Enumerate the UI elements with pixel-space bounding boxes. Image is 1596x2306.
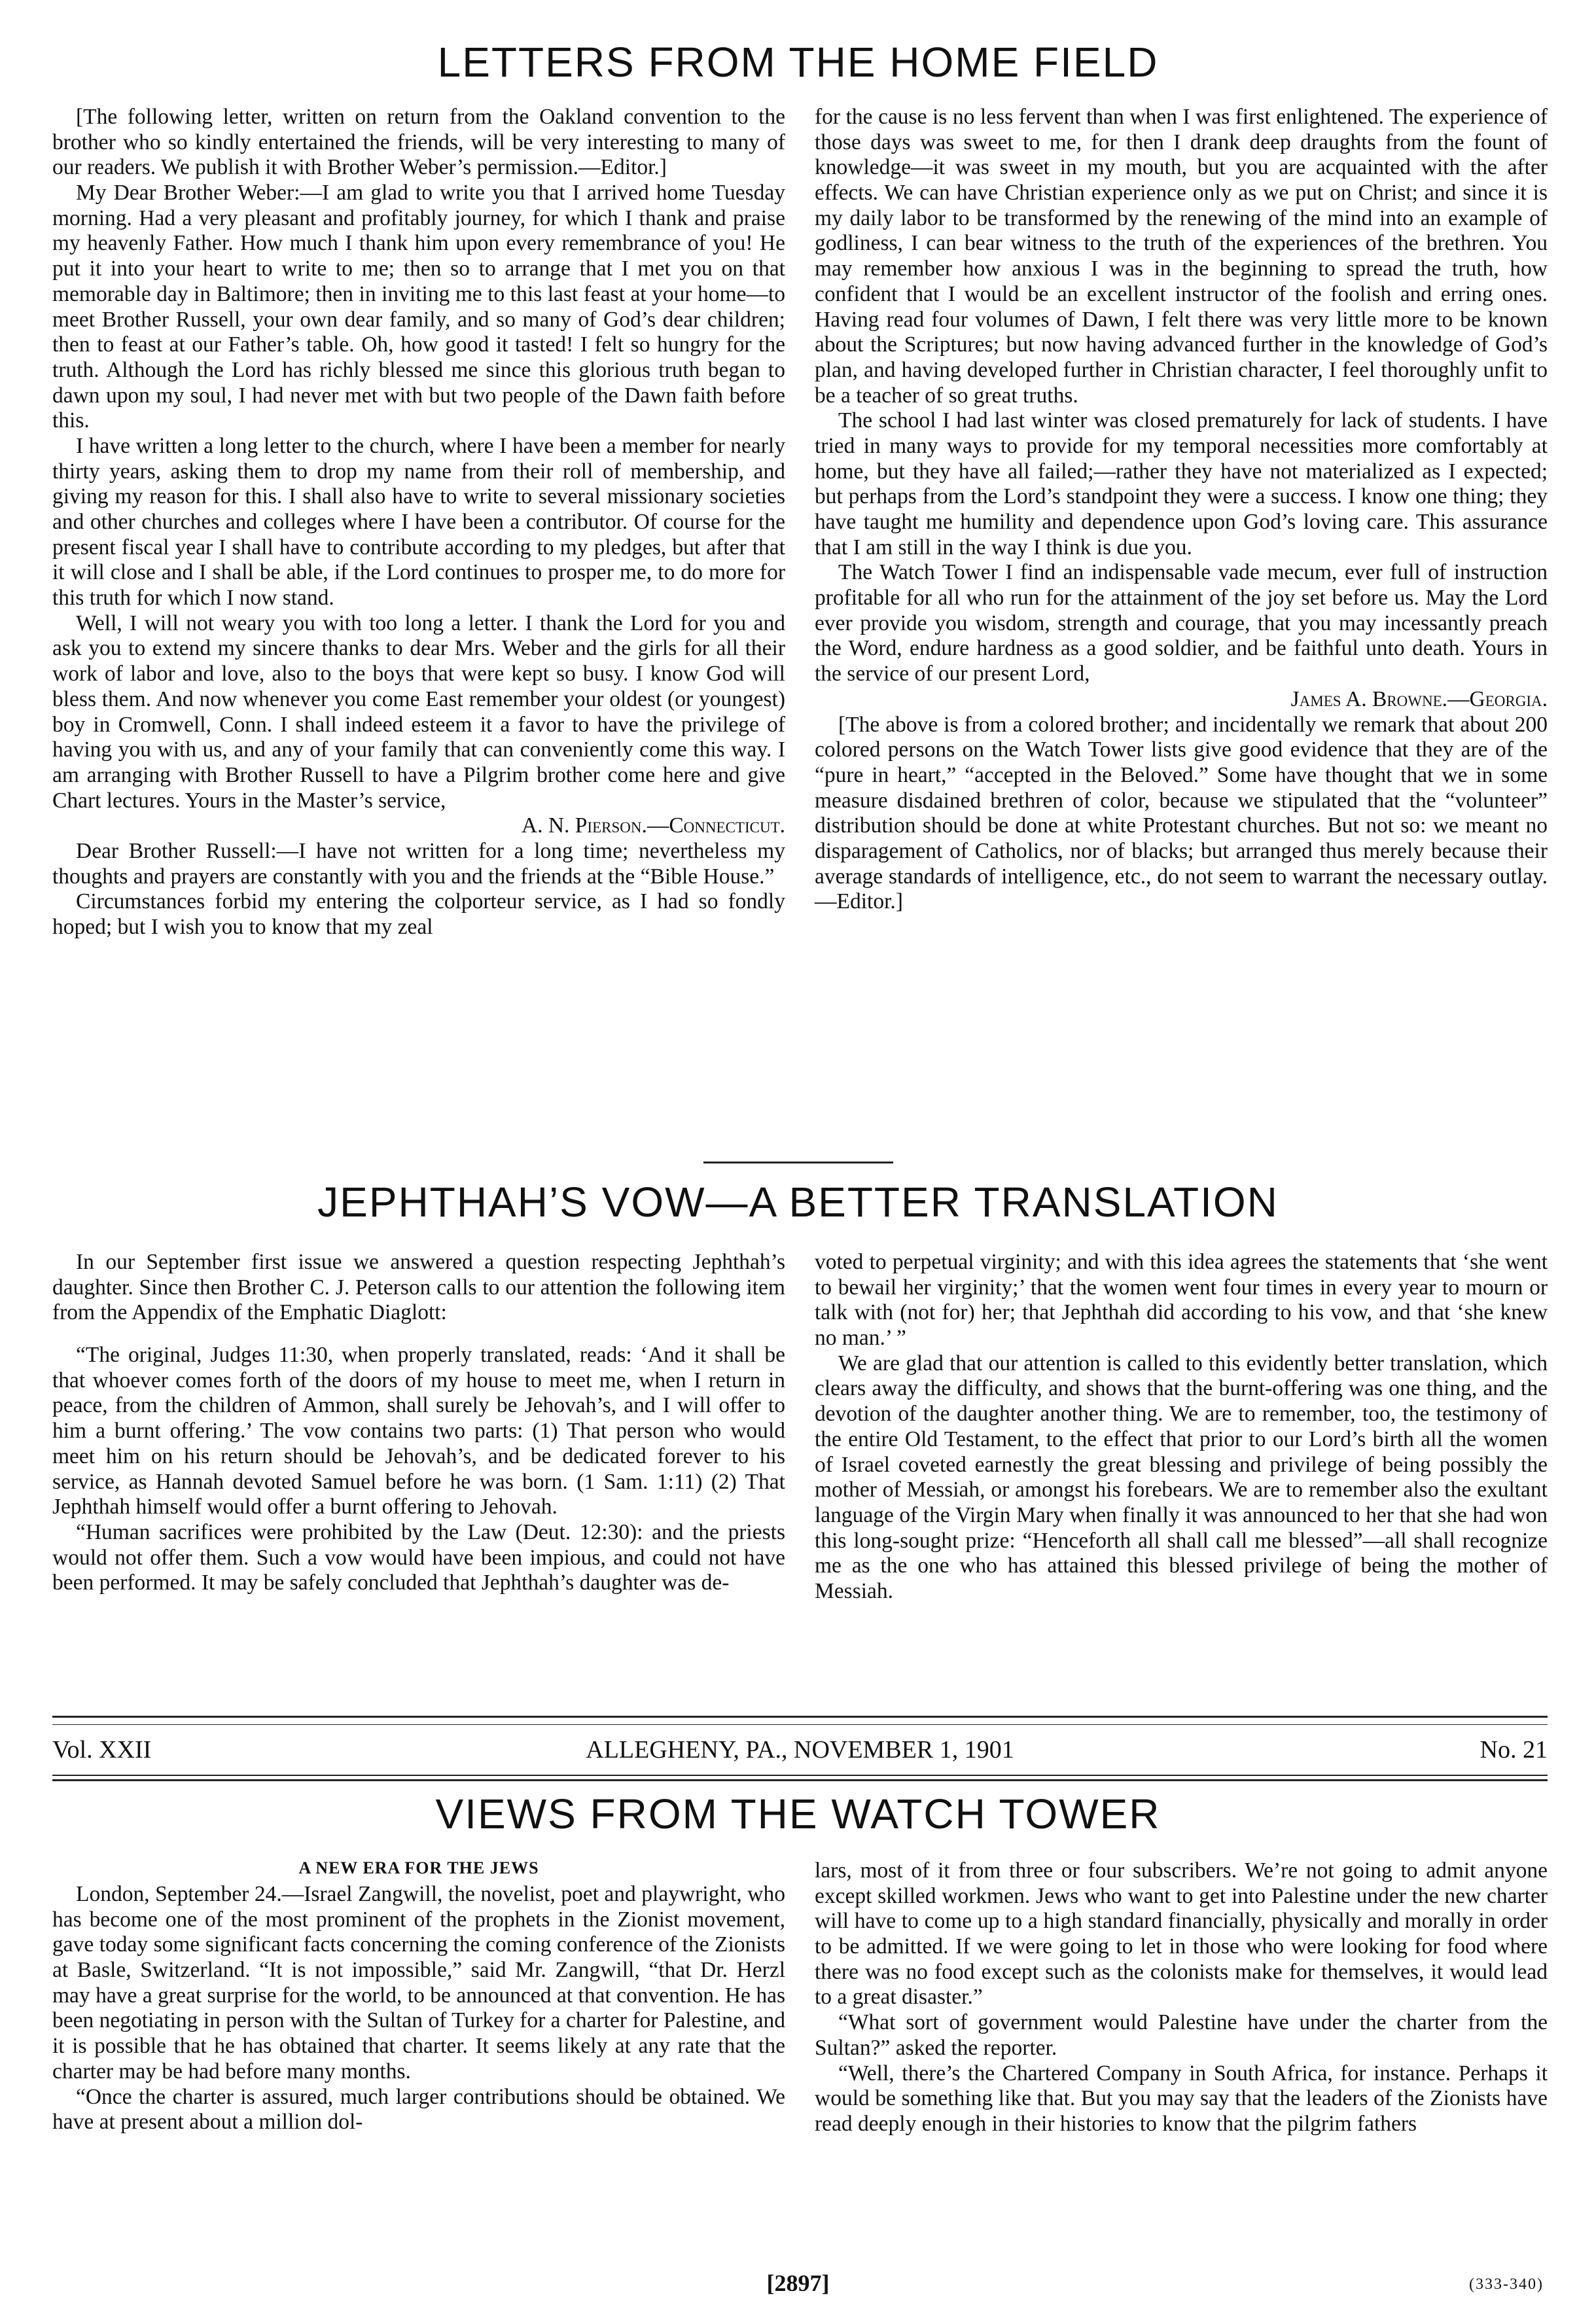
section-title-watch-tower: VIEWS FROM THE WATCH TOWER	[435, 1790, 1161, 1837]
letter-paragraph: The Watch Tower I find an indispensable vade mecum, ever full of instruction profitable for all who run for the attainment of the joy set before us. May the Lord ever provide you wisdom, strength and courage, that you may incessantly preach the Word, endure hardness as a good soldier, and be faithful unto death. Yours in the service of our present Lord,	[815, 560, 1548, 686]
article-subheading: A NEW ERA FOR THE JEWS	[298, 1858, 539, 1877]
letter-paragraph: The school I had last winter was closed prematurely for lack of students. I have tried in many ways to provide for my temporal necessities more comfortably at home, but they have all failed;—rather they have not materialized as I expected; but perhaps from the Lord’s standpoint they were a success. I know one thing; they have taught me humility and dependence upon God’s loving care. This assurance that I am still in the way I think is due you.	[815, 408, 1548, 559]
editor-note: [The above is from a colored brother; and incidentally we remark that about 200 colored persons on the Watch Tower lists give good evidence that they are of the “pure in heart,” “accepted in the Beloved.” Some have thought that we in some measure disdained brethren of color, because we stipulated that the “volunteer” distribution should be done at white Protestant churches. But not so: we meant no disparagement of Catholics, nor of blacks; but arranged thus merely because their average standards of intelligence, etc., do not seem to warrant the necessary outlay.—Editor.]	[815, 712, 1548, 914]
letter-paragraph: Well, I will not weary you with too long a letter. I thank the Lord for you and ask you to extend my sincere thanks to dear Mrs. Weber and the girls for all their work of labor and love, also to the boys that were kept so busy. I know God will bless them. And now whenever you come East remember your oldest (or youngest) boy in Cromwell, Conn. I shall indeed esteem it a favor to have the privilege of having you with us, and any of your family that can conveniently come this way. I am arranging with Brother Russell to have a Pilgrim brother come here and give Chart lectures. Yours in the Master’s service,	[52, 611, 785, 813]
jephthah-right-column	[815, 1250, 1548, 1605]
page-reference: (333-340)	[1469, 2276, 1544, 2293]
article-paragraph: “Once the charter is assured, much larger contributions should be obtained. We have at present about a million dol-	[52, 2084, 785, 2135]
quoted-paragraph: “Human sacrifices were prohibited by the Law (Deut. 12:30): and the priests would not offer them. Such a vow would have been impious, and could not have been performed. It may be safely concluded that Jephthah’s daughter was de-	[52, 1519, 785, 1595]
section-divider	[703, 1162, 893, 1163]
masthead-rule-top	[52, 1716, 1548, 1718]
article-paragraph: We are glad that our attention is called to this evidently better translation, which clears away the difficulty, and shows that the burnt-offering was one thing, and the devotion of the daughter another thing. We are to remember, too, the testimony of the entire Old Testament, to the effect that prior to our Lord’s birth all the women of Israel coveted earnestly the great blessing and privilege of being possibly the mother of Messiah, or amongst his forebears. We are to remember also the exultant language of the Virgin Mary when finally it was announced to her that she had won this long-sought prize: “Henceforth all shall call me blessed”—all shall recognize me as the one who has attained this blessed privilege of being the mother of Messiah.	[815, 1351, 1548, 1603]
masthead	[52, 1735, 1548, 1767]
article-paragraph: “Well, there’s the Chartered Company in South Africa, for instance. Perhaps it would be something like that. But you may say that the leaders of the Zionists have read deeply enough in their histories to know that the pilgrim fathers	[815, 2061, 1548, 2136]
volume-label: Vol. XXII	[52, 1736, 152, 1764]
masthead-rule-bottom	[52, 1779, 1548, 1781]
page-number: [2897]	[766, 2270, 830, 2296]
place-date: ALLEGHENY, PA., NOVEMBER 1, 1901	[586, 1736, 1014, 1764]
letter-paragraph: My Dear Brother Weber:—I am glad to write you that I arrived home Tuesday morning. Had a very pleasant and profitably journey, for which I thank and praise my heavenly Father. How much I thank him upon every remembrance of you! He put it into your heart to write to me; then so to arrange that I met you on that memorable day in Baltimore; then in inviting me to this last feast at your home—to meet Brother Russell, your own dear family, and so many of God’s dear children; then to feast at our Father’s table. Oh, how good it tasted! I felt so hungry for the truth. Although the Lord has richly blessed me since this glorious truth began to dawn upon my soul, I had never met with but two people of the Dawn faith before this.	[52, 181, 785, 433]
quoted-paragraph: “The original, Judges 11:30, when properly translated, reads: ‘And it shall be that whoever comes forth of the doors of my house to meet me, when I return in peace, from the children of Ammon, shall surely be Jehovah’s, and I will offer to him a burnt offering.’ The vow contains two parts: (1) That person who would meet him on his return should be Jehovah’s, and be dedicated forever to his service, as Hannah devoted Samuel before he was born. (1 Sam. 1:11) (2) That Jephthah himself would offer a burnt offering to Jehovah.	[52, 1343, 785, 1519]
watch-tower-right-column	[815, 1858, 1548, 2137]
article-paragraph: “What sort of government would Palestine have under the charter from the Sultan?” asked the reporter.	[815, 2010, 1548, 2060]
masthead-rule-bottom-thin	[52, 1775, 1548, 1776]
letter-paragraph: Dear Brother Russell:—I have not written for a long time; nevertheless my thoughts and prayers are constantly with you and the friends at the “Bible House.”	[52, 838, 785, 889]
letter-paragraph: I have written a long letter to the church, where I have been a member for nearly thirty years, asking them to drop my name from their roll of membership, and giving my reason for this. I shall also have to write to several missionary societies and other churches and colleges where I have been a contributor. Of course for the present fiscal year I shall have to contribute according to my pledges, but after that it will close and I shall be able, if the Lord continues to prosper me, to do more for this truth for which I now stand.	[52, 433, 785, 611]
section-title-letters: LETTERS FROM THE HOME FIELD	[437, 39, 1159, 86]
editor-note: [The following letter, written on return from the Oakland convention to the brother who so kindly entertained the friends, will be very interesting to many of our readers. We publish it with Brother Weber’s permission.—Editor.]	[52, 105, 785, 180]
letters-left-column	[52, 105, 785, 940]
letter-paragraph: for the cause is no less fervent than when I was first enlightened. The experience of those days was sweet to me, for then I drank deep draughts from the fount of knowledge—it was sweet in my mouth, but you are acquainted with the after effects. We can have Christian experience only as we put on Christ; and since it is my daily labor to be transformed by the renewing of the mind into an example of godliness, I can bear witness to the truth of the experiences of the brethren. You may remember how anxious I was in the beginning to spread the truth, how confident that I would be an excellent instructor of the foolish and erring ones. Having read four volumes of Dawn, I felt there was very little more to be known about the Scriptures; but now having advanced further in the knowledge of God’s plan, and having developed further in Christian character, I feel thoroughly unfit to be a teacher of so great truths.	[815, 105, 1548, 408]
article-paragraph: In our September first issue we answered a question respecting Jephthah’s daughter. Since then Brother C. J. Peterson calls to our attention the following item from the Appendix of the Emphatic Diaglott:	[52, 1250, 785, 1325]
letter-signature: A. N. Pierson.—Connecticut.	[521, 813, 785, 838]
article-paragraph: lars, most of it from three or four subscribers. We’re not going to admit anyone except skilled workmen. Jews who want to get into Palestine under the new charter will have to come up to a high standard financially, physically and morally in order to be admitted. If we were going to let in those who were looking for food where there was no food except such as the colonists make for themselves, it would lead to a great disaster.”	[815, 1858, 1548, 2010]
letter-paragraph: Circumstances forbid my entering the colporteur service, as I had so fondly hoped; but I wish you to know that my zeal	[52, 889, 785, 939]
masthead-rule-top-thin	[52, 1724, 1548, 1725]
article-paragraph: London, September 24.—Israel Zangwill, the novelist, poet and playwright, who has become one of the most prominent of the prophets in the Zionist movement, gave today some significant facts concerning the coming conference of the Zionists at Basle, Switzerland. “It is not impossible,” said Mr. Zangwill, “that Dr. Herzl may have a great surprise for the world, to be announced at that convention. He has been negotiating in person with the Sultan of Turkey for a charter for Palestine, and it is possible that he has obtained that charter. It seems likely at any rate that the charter may be had before many months.	[52, 1882, 785, 2084]
watch-tower-left-column	[52, 1858, 785, 2135]
jephthah-left-column	[52, 1250, 785, 1596]
letters-right-column	[815, 105, 1548, 915]
section-title-jephthah: JEPHTHAH’S VOW—A BETTER TRANSLATION	[317, 1179, 1279, 1226]
letter-signature: James A. Browne.—Georgia.	[1290, 686, 1548, 711]
issue-number: No. 21	[1480, 1736, 1548, 1764]
article-paragraph: voted to perpetual virginity; and with this idea agrees the statements that ‘she went to bewail her virginity;’ that the women went four times in every year to mourn or talk with (not for) her; that Jephthah did according to his vow, and that ‘she knew no man.’ ”	[815, 1250, 1548, 1351]
